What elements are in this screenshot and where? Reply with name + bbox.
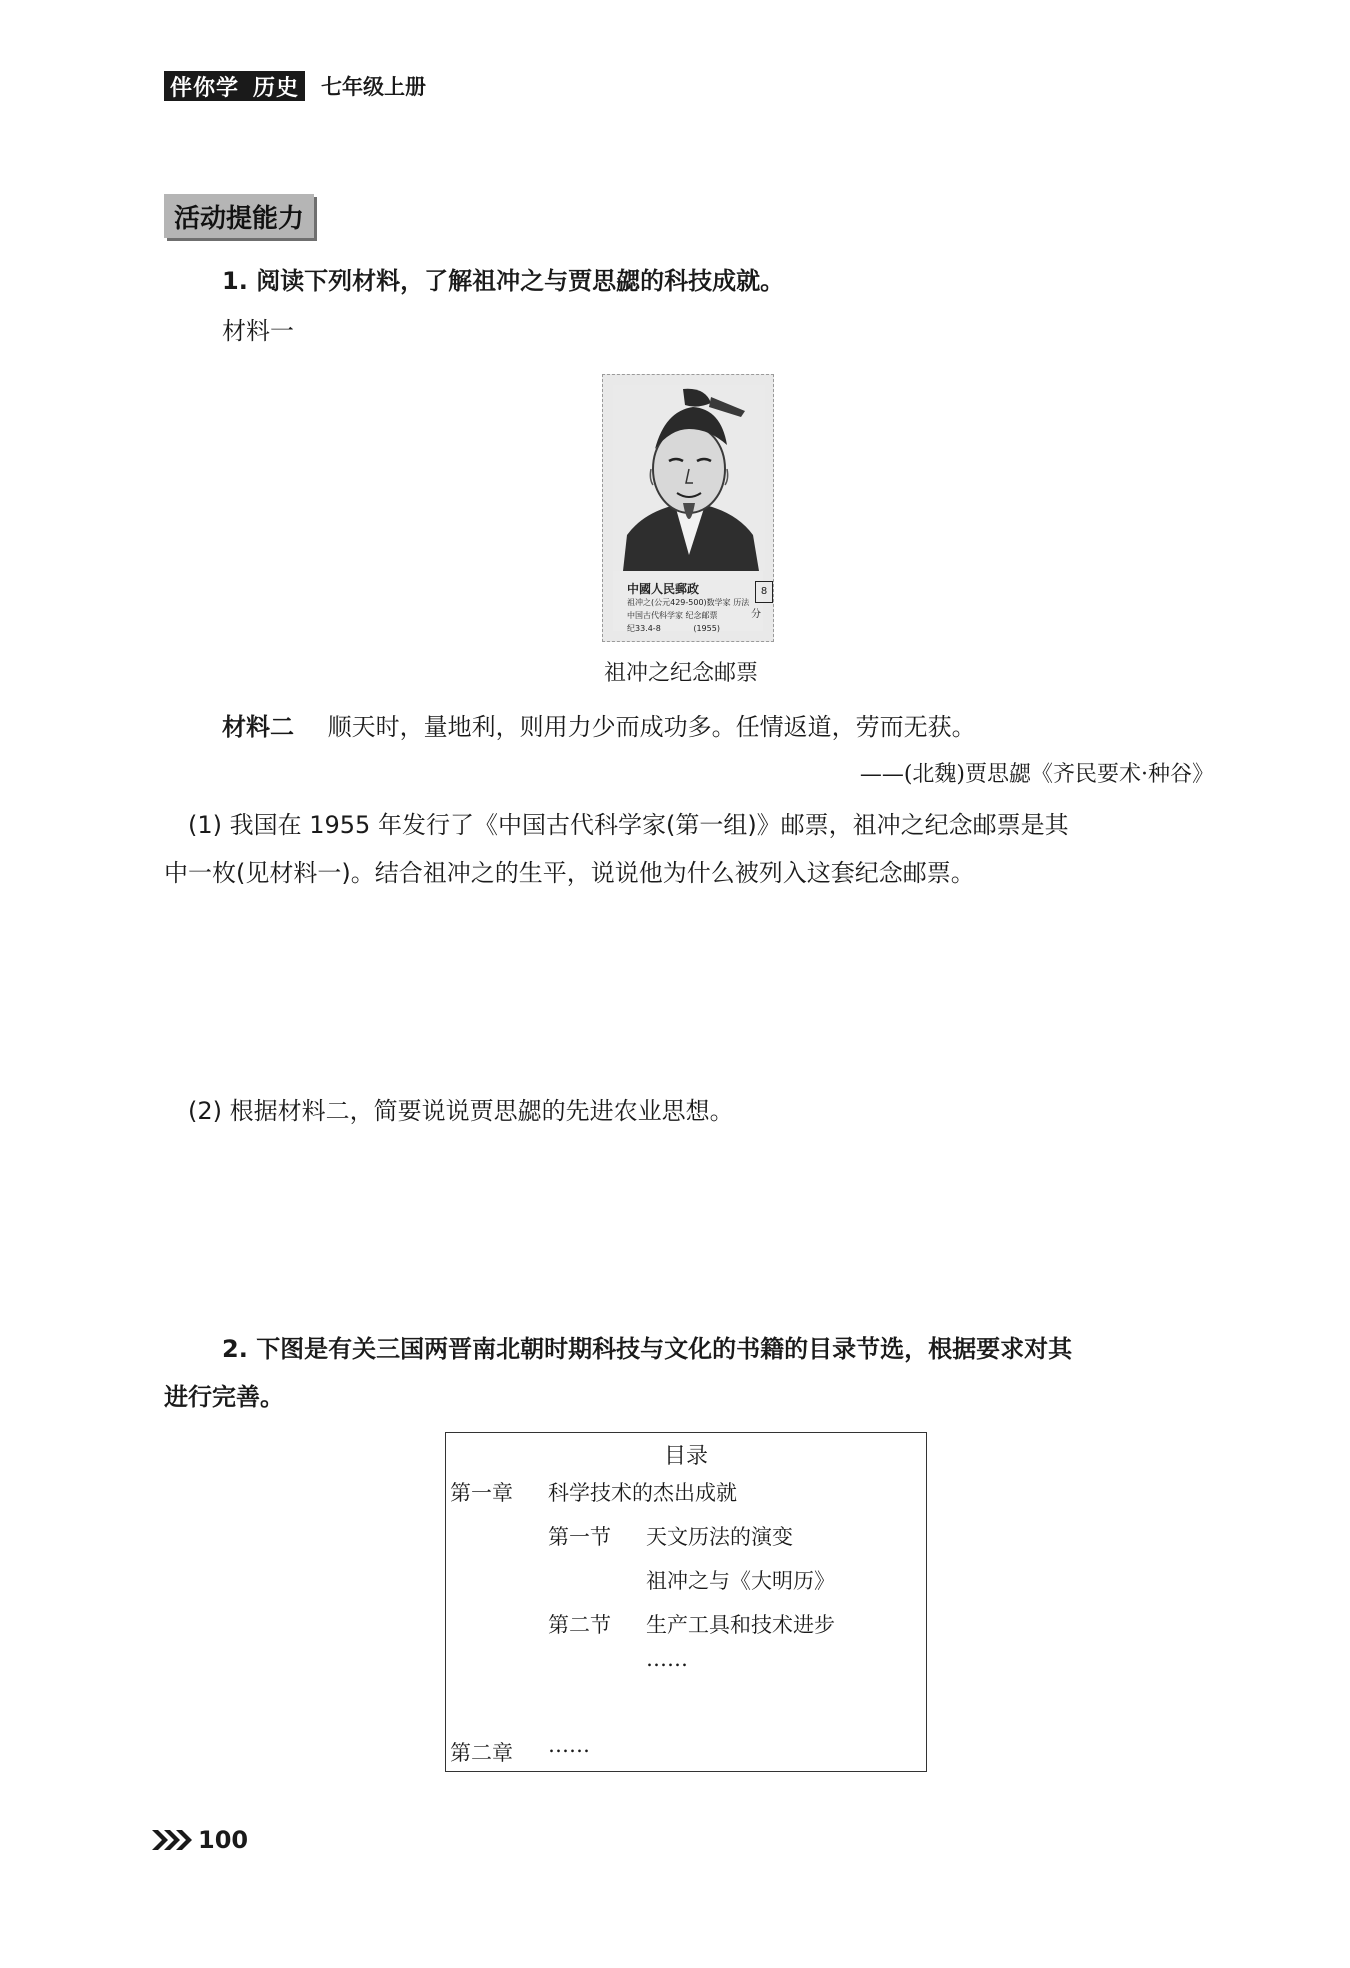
page-number: 100	[198, 1826, 249, 1854]
toc-section-1-title: 天文历法的演变	[646, 1525, 793, 1549]
toc-chapter-1-label: 第一章	[450, 1481, 513, 1505]
stamp-line-1: 祖冲之(公元429-500)数学家 历法	[627, 598, 750, 607]
material-2-source: ——(北魏)贾思勰《齐民要术·种谷》	[859, 762, 1214, 787]
question-2-stem-line-1	[222, 1334, 1072, 1364]
stamp-code-row	[627, 622, 767, 635]
chevrons-icon	[150, 1828, 196, 1852]
stamp-frame	[613, 385, 768, 633]
stamp-code: 纪33.4-8	[627, 624, 661, 633]
material-1-label: 材料一	[222, 317, 294, 345]
toc-chapter-1-title: 科学技术的杰出成就	[548, 1481, 737, 1505]
stamp-postal-title: 中國人民郵政	[627, 582, 700, 596]
section-title: 活动提能力	[164, 194, 314, 238]
subquestion-1-line-2: 中一枚(见材料一)。结合祖冲之的生平，说说他为什么被列入这套纪念邮票。	[164, 859, 975, 887]
question-1-stem	[222, 266, 784, 296]
toc-section-2-label: 第二节	[548, 1613, 611, 1637]
table-of-contents	[445, 1432, 927, 1772]
page-header	[164, 68, 426, 104]
stamp-inscription	[627, 583, 767, 635]
series-brand	[164, 71, 305, 101]
question-1-text: 阅读下列材料，了解祖冲之与贾思勰的科技成就。	[256, 267, 785, 295]
question-2-stem-line-2: 进行完善。	[164, 1383, 284, 1411]
subject-label: 历史	[253, 75, 300, 101]
grade-label: 七年级上册	[321, 74, 427, 99]
subquestion-1-line-1: (1) 我国在 1955 年发行了《中国古代科学家(第一组)》邮票，祖冲之纪念邮票是其	[188, 811, 1069, 839]
toc-section-2-title: 生产工具和技术进步	[646, 1613, 835, 1637]
toc-chapter-2-label: 第二章	[450, 1741, 513, 1765]
subquestion-2: (2) 根据材料二，简要说说贾思勰的先进农业思想。	[188, 1097, 734, 1125]
material-2-label: 材料二	[222, 713, 294, 741]
portrait-illustration	[613, 385, 765, 571]
question-2-text: 下图是有关三国两晋南北朝时期科技与文化的书籍的目录节选，根据要求对其	[256, 1335, 1073, 1363]
toc-title: 目录	[663, 1444, 708, 1469]
material-2-quote: 顺天时，量地利，则用力少而成功多。任情返道，劳而无获。	[327, 713, 976, 741]
stamp-value-unit: 分	[751, 609, 761, 620]
toc-section-1-item: 祖冲之与《大明历》	[646, 1569, 835, 1593]
stamp-year: (1955)	[693, 624, 720, 633]
brand-label: 伴你学	[170, 75, 240, 101]
material-2	[222, 712, 976, 742]
toc-ellipsis: ……	[646, 1647, 688, 1671]
stamp-face-value: 8	[755, 581, 773, 603]
page-footer	[150, 1826, 248, 1854]
stamp-line-2: 中国古代科学家 纪念邮票	[627, 611, 718, 620]
toc-section-1-label: 第一节	[548, 1525, 611, 1549]
toc-chapter-2-ellipsis: ……	[548, 1733, 590, 1757]
question-2-number: 2.	[222, 1335, 248, 1363]
zu-chongzhi-stamp-image	[602, 374, 774, 642]
question-1-number: 1.	[222, 267, 248, 295]
stamp-caption: 祖冲之纪念邮票	[604, 661, 759, 686]
